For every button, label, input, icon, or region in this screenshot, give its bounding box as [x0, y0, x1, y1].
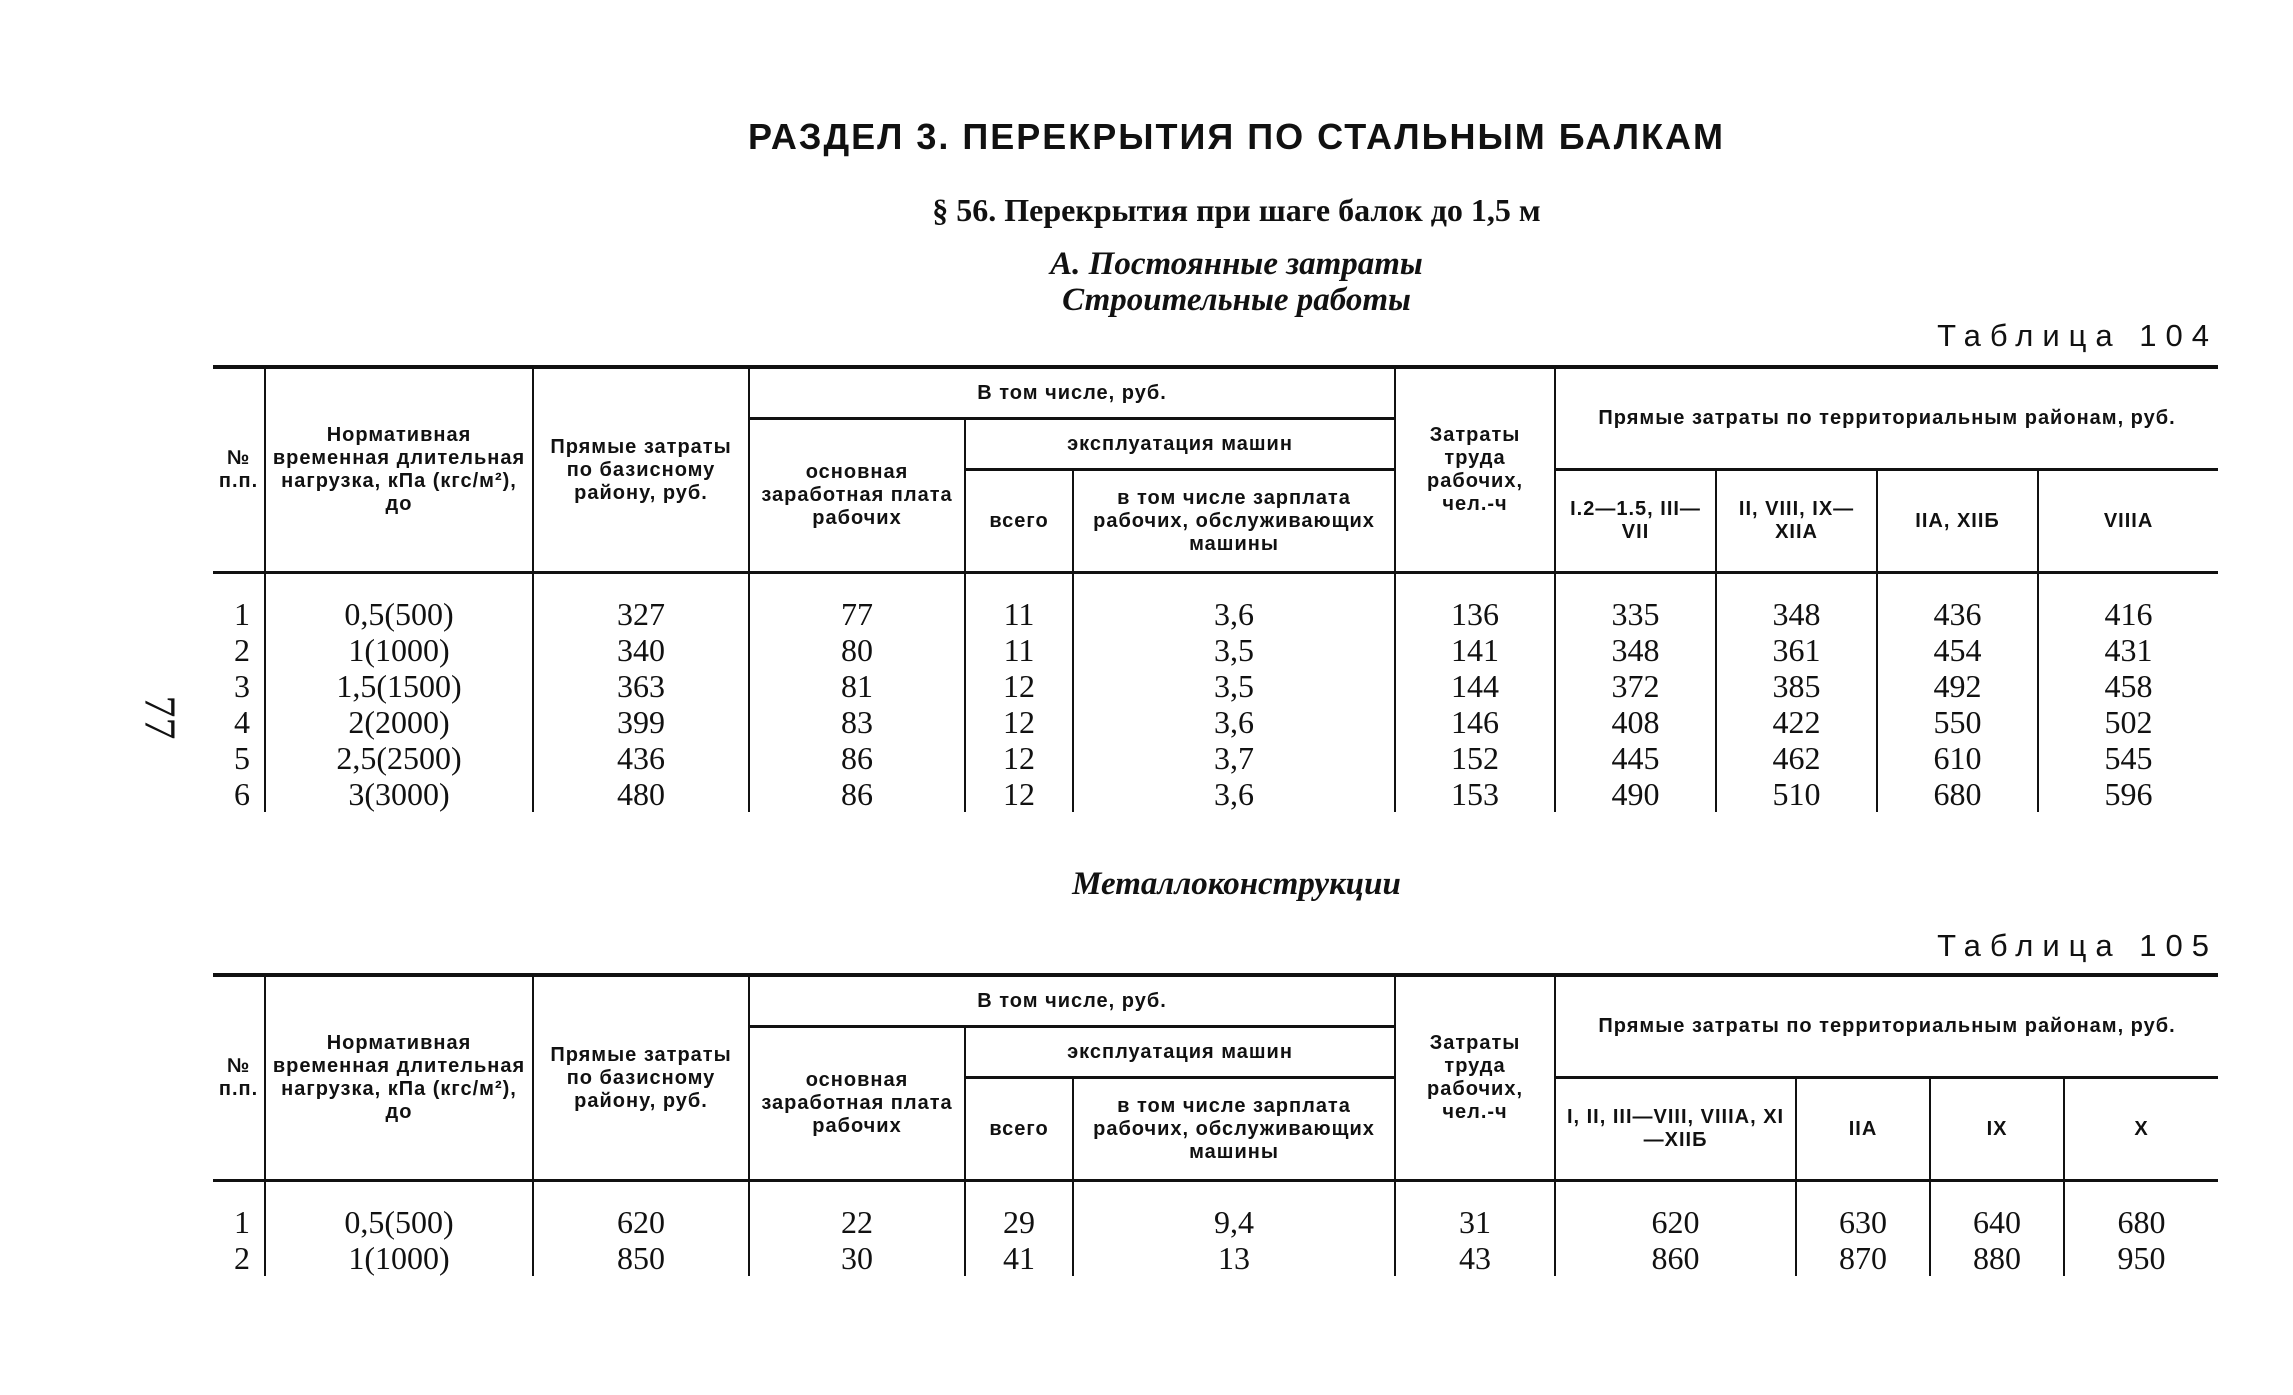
cell-direct-costs: 327: [533, 596, 749, 632]
cell-region-4: 502: [2038, 704, 2218, 740]
header-region-4: VIIIА: [2038, 470, 2218, 573]
spacer-cell: [749, 573, 965, 597]
table-row: [213, 740, 2218, 776]
header-region-3: IX: [1930, 1078, 2064, 1181]
cell-wages: 83: [749, 704, 965, 740]
header-region-1: I, II, III—VIII, VIIIА, XI—XIIБ: [1555, 1078, 1796, 1181]
cell-region-3: 880: [1930, 1240, 2064, 1276]
cell-region-2: 510: [1716, 776, 1877, 812]
cell-machines-total: 11: [965, 596, 1073, 632]
table-row: [213, 632, 2218, 668]
cell-num: 6: [213, 776, 265, 812]
table-row: [213, 668, 2218, 704]
cell-load: 2(2000): [265, 704, 533, 740]
cell-wages: 86: [749, 740, 965, 776]
spacer-cell: [1073, 573, 1395, 597]
spacer-cell: [1716, 573, 1877, 597]
cell-machine-wages: 13: [1073, 1240, 1395, 1276]
header-machines-total: всего: [965, 470, 1073, 573]
spacer-row: [213, 1181, 2218, 1205]
header-load: Нормативная временная длительная нагрузка, кПа (кгс/м²), до: [265, 975, 533, 1181]
cell-labor: 146: [1395, 704, 1555, 740]
page-number: 77: [135, 695, 185, 740]
cell-region-2: 422: [1716, 704, 1877, 740]
cell-region-4: 431: [2038, 632, 2218, 668]
cell-labor: 144: [1395, 668, 1555, 704]
cell-machines-total: 29: [965, 1204, 1073, 1240]
cell-load: 0,5(500): [265, 596, 533, 632]
cell-load: 0,5(500): [265, 1204, 533, 1240]
cell-region-2: 462: [1716, 740, 1877, 776]
cell-wages: 77: [749, 596, 965, 632]
cell-machine-wages: 3,6: [1073, 704, 1395, 740]
cell-machine-wages: 3,6: [1073, 596, 1395, 632]
table-105-label: Таблица 105: [1937, 928, 2218, 963]
cell-machine-wages: 3,5: [1073, 668, 1395, 704]
cell-region-1: 490: [1555, 776, 1716, 812]
cell-load: 1,5(1500): [265, 668, 533, 704]
spacer-cell: [965, 573, 1073, 597]
cell-labor: 136: [1395, 596, 1555, 632]
cell-machine-wages: 3,7: [1073, 740, 1395, 776]
cell-region-4: 545: [2038, 740, 2218, 776]
cell-labor: 152: [1395, 740, 1555, 776]
cell-machine-wages: 3,6: [1073, 776, 1395, 812]
cell-region-1: 408: [1555, 704, 1716, 740]
cell-region-3: 492: [1877, 668, 2038, 704]
section-title: РАЗДЕЛ 3. ПЕРЕКРЫТИЯ ПО СТАЛЬНЫМ БАЛКАМ: [748, 116, 1725, 157]
cell-machines-total: 12: [965, 776, 1073, 812]
cell-direct-costs: 620: [533, 1204, 749, 1240]
cell-region-4: 680: [2064, 1204, 2218, 1240]
cell-region-3: 436: [1877, 596, 2038, 632]
table-105: [213, 973, 2218, 1276]
header-including: В том числе, руб.: [749, 975, 1395, 1027]
header-machines: эксплуатация машин: [965, 1027, 1395, 1078]
spacer-cell: [1930, 1181, 2064, 1205]
cell-wages: 30: [749, 1240, 965, 1276]
cell-region-1: 620: [1555, 1204, 1796, 1240]
cell-wages: 81: [749, 668, 965, 704]
cell-num: 5: [213, 740, 265, 776]
cell-load: 3(3000): [265, 776, 533, 812]
cell-direct-costs: 363: [533, 668, 749, 704]
cell-labor: 31: [1395, 1204, 1555, 1240]
cell-wages: 86: [749, 776, 965, 812]
cell-wages: 22: [749, 1204, 965, 1240]
spacer-cell: [1073, 1181, 1395, 1205]
cell-num: 2: [213, 1240, 265, 1276]
cell-region-3: 550: [1877, 704, 2038, 740]
subtitle-constant-costs: А. Постоянные затраты: [1050, 246, 1423, 282]
table-row: [213, 1204, 2218, 1240]
cell-num: 4: [213, 704, 265, 740]
cell-region-4: 596: [2038, 776, 2218, 812]
cell-labor: 43: [1395, 1240, 1555, 1276]
header-region-2: II, VIII, IX—XIIА: [1716, 470, 1877, 573]
header-region-3: IIА, XIIБ: [1877, 470, 2038, 573]
table-104: [213, 365, 2218, 812]
spacer-cell: [1395, 573, 1555, 597]
cell-labor: 141: [1395, 632, 1555, 668]
cell-load: 1(1000): [265, 632, 533, 668]
spacer-cell: [1877, 573, 2038, 597]
cell-region-1: 348: [1555, 632, 1716, 668]
cell-labor: 153: [1395, 776, 1555, 812]
header-region-2: IIА: [1796, 1078, 1930, 1181]
header-regions: Прямые затраты по территориальным районам, руб.: [1555, 367, 2218, 470]
header-region-4: X: [2064, 1078, 2218, 1181]
spacer-row: [213, 573, 2218, 597]
header-direct-costs: Прямые затраты по базисному району, руб.: [533, 975, 749, 1181]
table-row: [213, 704, 2218, 740]
header-wages: основная заработная плата рабочих: [749, 1027, 965, 1181]
cell-region-2: 630: [1796, 1204, 1930, 1240]
cell-region-2: 348: [1716, 596, 1877, 632]
cell-num: 3: [213, 668, 265, 704]
spacer-cell: [1555, 1181, 1796, 1205]
spacer-cell: [265, 573, 533, 597]
header-labor: Затраты труда рабочих, чел.-ч: [1395, 975, 1555, 1181]
spacer-cell: [265, 1181, 533, 1205]
cell-machines-total: 12: [965, 740, 1073, 776]
cell-machines-total: 11: [965, 632, 1073, 668]
cell-region-2: 385: [1716, 668, 1877, 704]
spacer-cell: [965, 1181, 1073, 1205]
spacer-cell: [533, 573, 749, 597]
cell-machine-wages: 9,4: [1073, 1204, 1395, 1240]
spacer-cell: [533, 1181, 749, 1205]
spacer-cell: [2038, 573, 2218, 597]
cell-region-4: 416: [2038, 596, 2218, 632]
cell-direct-costs: 436: [533, 740, 749, 776]
table-row: [213, 1240, 2218, 1276]
spacer-cell: [1395, 1181, 1555, 1205]
spacer-cell: [213, 573, 265, 597]
cell-region-2: 870: [1796, 1240, 1930, 1276]
cell-load: 1(1000): [265, 1240, 533, 1276]
subtitle-construction-works: Строительные работы: [1062, 282, 1411, 318]
cell-machines-total: 12: [965, 704, 1073, 740]
cell-direct-costs: 480: [533, 776, 749, 812]
cell-region-4: 458: [2038, 668, 2218, 704]
cell-direct-costs: 340: [533, 632, 749, 668]
cell-direct-costs: 399: [533, 704, 749, 740]
paragraph-title: § 56. Перекрытия при шаге балок до 1,5 м: [932, 192, 1541, 228]
cell-region-1: 445: [1555, 740, 1716, 776]
spacer-cell: [1555, 573, 1716, 597]
cell-machines-total: 12: [965, 668, 1073, 704]
spacer-cell: [2064, 1181, 2218, 1205]
cell-wages: 80: [749, 632, 965, 668]
cell-machine-wages: 3,5: [1073, 632, 1395, 668]
cell-region-3: 454: [1877, 632, 2038, 668]
cell-region-3: 640: [1930, 1204, 2064, 1240]
cell-region-1: 860: [1555, 1240, 1796, 1276]
spacer-cell: [1796, 1181, 1930, 1205]
header-machine-wages: в том числе зарплата рабочих, обслуживающих машины: [1073, 1078, 1395, 1181]
cell-load: 2,5(2500): [265, 740, 533, 776]
header-regions: Прямые затраты по территориальным районам, руб.: [1555, 975, 2218, 1078]
header-load: Нормативная временная длительная нагрузка, кПа (кгс/м²), до: [265, 367, 533, 573]
spacer-cell: [749, 1181, 965, 1205]
subtitle-metal-structures: Металлоконструкции: [1072, 866, 1401, 902]
cell-region-4: 950: [2064, 1240, 2218, 1276]
header-region-1: I.2—1.5, III—VII: [1555, 470, 1716, 573]
table-row: [213, 776, 2218, 812]
cell-region-1: 372: [1555, 668, 1716, 704]
header-num: № п.п.: [213, 367, 265, 573]
header-machines: эксплуатация машин: [965, 419, 1395, 470]
table-104-label: Таблица 104: [1937, 318, 2218, 353]
cell-region-3: 610: [1877, 740, 2038, 776]
cell-num: 2: [213, 632, 265, 668]
cell-num: 1: [213, 1204, 265, 1240]
cell-region-3: 680: [1877, 776, 2038, 812]
header-labor: Затраты труда рабочих, чел.-ч: [1395, 367, 1555, 573]
cell-num: 1: [213, 596, 265, 632]
header-num: № п.п.: [213, 975, 265, 1181]
header-machine-wages: в том числе зарплата рабочих, обслуживающих машины: [1073, 470, 1395, 573]
cell-direct-costs: 850: [533, 1240, 749, 1276]
header-wages: основная заработная плата рабочих: [749, 419, 965, 573]
table-row: [213, 596, 2218, 632]
cell-region-1: 335: [1555, 596, 1716, 632]
header-including: В том числе, руб.: [749, 367, 1395, 419]
header-machines-total: всего: [965, 1078, 1073, 1181]
spacer-cell: [213, 1181, 265, 1205]
cell-machines-total: 41: [965, 1240, 1073, 1276]
header-direct-costs: Прямые затраты по базисному району, руб.: [533, 367, 749, 573]
cell-region-2: 361: [1716, 632, 1877, 668]
